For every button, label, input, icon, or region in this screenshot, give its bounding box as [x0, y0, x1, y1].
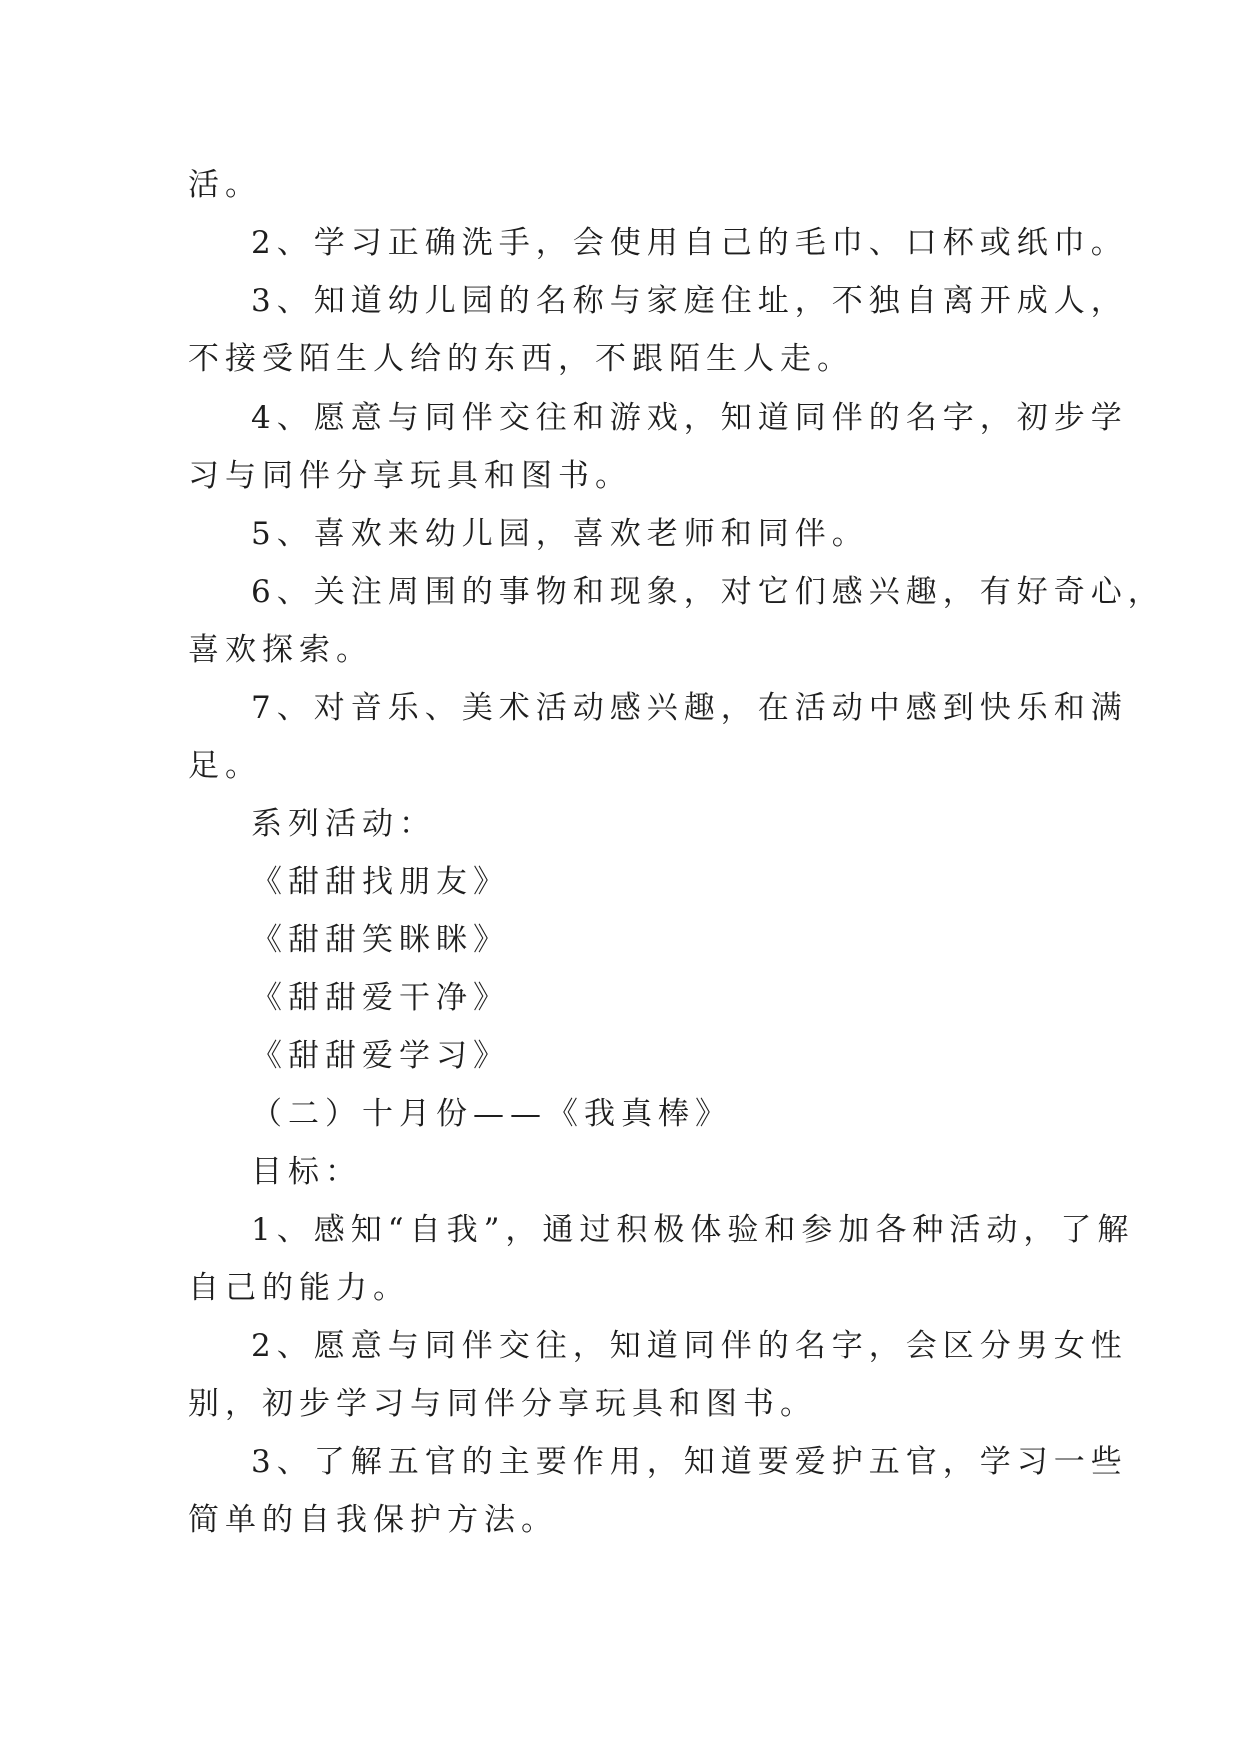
text-line: 目标：	[251, 1154, 362, 1190]
text-line: 简单的自我保护方法。	[188, 1502, 558, 1538]
section-heading: （二）十月份——《我真棒》	[251, 1096, 732, 1132]
text-line: 1、感知“自我”，通过积极体验和参加各种活动，了解	[251, 1212, 1135, 1248]
text-line: 不接受陌生人给的东西，不跟陌生人走。	[188, 341, 854, 377]
text-line: 2、学习正确洗手，会使用自己的毛巾、口杯或纸巾。	[251, 225, 1128, 261]
text-line: 系列活动：	[251, 806, 436, 842]
text-line: 《甜甜爱学习》	[251, 1038, 510, 1074]
text-line: 5、喜欢来幼儿园，喜欢老师和同伴。	[251, 516, 869, 552]
text-line: 2、愿意与同伴交往，知道同伴的名字，会区分男女性	[251, 1328, 1128, 1364]
text-line: 7、对音乐、美术活动感兴趣，在活动中感到快乐和满	[251, 690, 1128, 726]
text-line: 活。	[188, 167, 262, 203]
text-line: 《甜甜笑眯眯》	[251, 922, 510, 958]
text-line: 习与同伴分享玩具和图书。	[188, 458, 632, 494]
text-line: 《甜甜找朋友》	[251, 864, 510, 900]
text-line: 4、愿意与同伴交往和游戏，知道同伴的名字，初步学	[251, 400, 1128, 436]
text-line: 别，初步学习与同伴分享玩具和图书。	[188, 1386, 817, 1422]
text-line: 足。	[188, 748, 262, 784]
text-line: 3、了解五官的主要作用，知道要爱护五官，学习一些	[251, 1444, 1128, 1480]
text-line: 3、知道幼儿园的名称与家庭住址，不独自离开成人，	[251, 283, 1128, 319]
text-line: 6、关注周围的事物和现象，对它们感兴趣，有好奇心，	[251, 574, 1165, 610]
text-line: 《甜甜爱干净》	[251, 980, 510, 1016]
text-line: 自己的能力。	[188, 1270, 410, 1306]
text-line: 喜欢探索。	[188, 632, 373, 668]
